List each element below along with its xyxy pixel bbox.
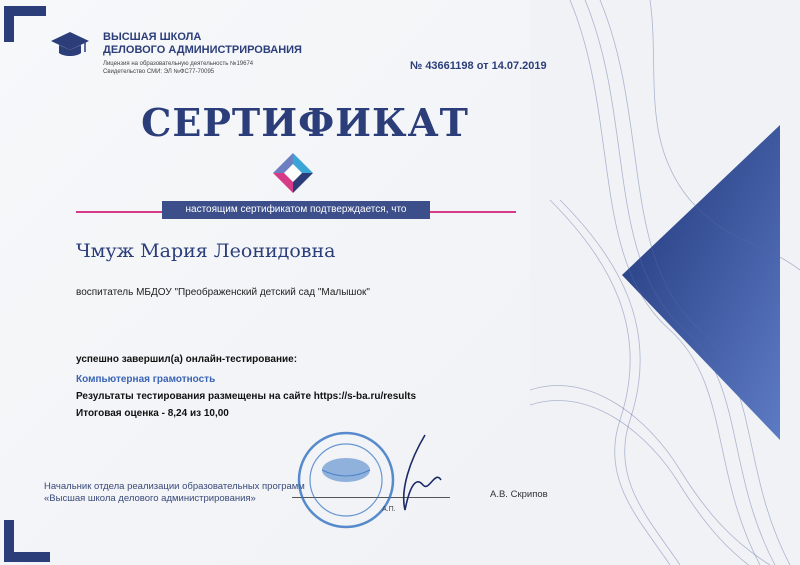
license-text: Лицензия на образовательную деятельность №19674 <box>103 61 254 67</box>
signer-name: А.В. Скрипов <box>490 489 548 500</box>
chief-line2: «Высшая школа делового администрирования» <box>44 493 256 504</box>
completed-label: успешно завершил(а) онлайн-тестирование: <box>76 354 298 365</box>
school-name <box>103 31 323 57</box>
official-stamp <box>296 430 396 530</box>
score-text: Итоговая оценка - 8,24 из 10,00 <box>76 408 229 419</box>
school-details <box>103 60 323 76</box>
corner-decoration-bottom-left-horizontal <box>4 552 50 562</box>
signature-initials: А.П. <box>382 506 396 513</box>
confirm-banner: настоящим сертификатом подтверждается, что <box>162 201 430 219</box>
results-text: Результаты тестирования размещены на сайте https://s-ba.ru/results <box>76 391 417 402</box>
school-name-line2: ДЕЛОВОГО АДМИНИСТРИРОВАНИЯ <box>103 44 302 56</box>
school-name-line1: ВЫСШАЯ ШКОЛА <box>103 31 202 43</box>
course-name: Компьютерная грамотность <box>76 374 216 385</box>
smi-text: Свидетельство СМИ: ЭЛ №ФС77-70095 <box>103 69 215 75</box>
diamond-emblem-icon <box>272 152 314 194</box>
certificate-title: СЕРТИФИКАТ <box>141 100 469 145</box>
graduation-cap-icon <box>50 30 90 60</box>
certificate-number: № 43661198 от 14.07.2019 <box>410 60 547 72</box>
corner-decoration-top-left-horizontal <box>4 6 46 16</box>
chief-title <box>44 481 309 505</box>
recipient-position: воспитатель МБДОУ "Преображенский детский сад "Малышок" <box>76 287 370 298</box>
wave-decoration <box>530 0 800 565</box>
recipient-name: Чмуж Мария Леонидовна <box>76 240 336 262</box>
chief-line1: Начальник отдела реализации образовательных программ <box>44 481 305 492</box>
